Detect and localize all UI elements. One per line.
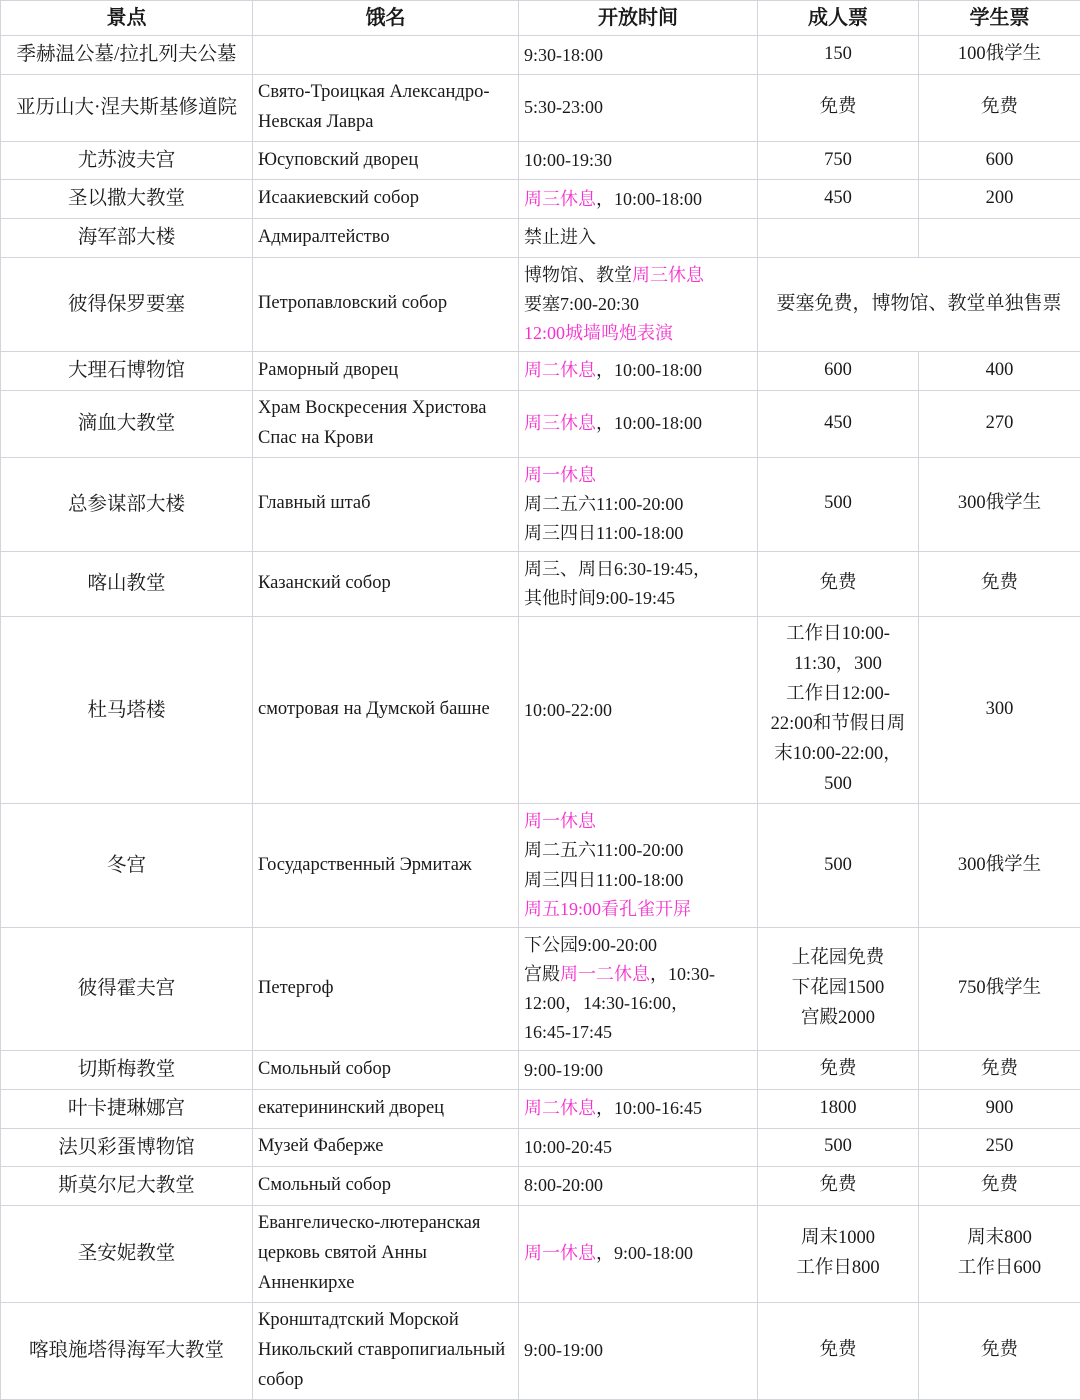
column-header-russian-name: 饿名 bbox=[253, 1, 519, 36]
table-row bbox=[1, 1302, 1080, 1399]
cell-student-ticket: 250 bbox=[919, 1128, 1080, 1167]
cell-attraction-name: 滴血大教堂 bbox=[1, 390, 253, 457]
cell-attraction-name: 彼得保罗要塞 bbox=[1, 257, 253, 351]
table-row bbox=[1, 1051, 1080, 1090]
cell-russian-name: смотровая на Думской башне bbox=[253, 617, 519, 804]
cell-russian-name: Музей Фаберже bbox=[253, 1128, 519, 1167]
cell-adult-ticket: 周末1000 工作日800 bbox=[758, 1205, 919, 1302]
cell-russian-name: Раморный дворец bbox=[253, 352, 519, 391]
cell-opening-hours: 周二休息，10:00-18:00 bbox=[519, 352, 758, 391]
cell-russian-name: Петергоф bbox=[253, 927, 519, 1051]
table-row bbox=[1, 617, 1080, 804]
cell-russian-name: Адмиралтейство bbox=[253, 219, 519, 258]
table-row bbox=[1, 180, 1080, 219]
table-body bbox=[1, 36, 1080, 1399]
cell-adult-ticket: 500 bbox=[758, 804, 919, 928]
cell-russian-name: Главный штаб bbox=[253, 457, 519, 551]
column-header-adult-ticket: 成人票 bbox=[758, 1, 919, 36]
table-header-row bbox=[1, 1, 1080, 36]
cell-opening-hours: 10:00-20:45 bbox=[519, 1128, 758, 1167]
cell-student-ticket: 300 bbox=[919, 617, 1080, 804]
cell-opening-hours: 9:30-18:00 bbox=[519, 36, 758, 75]
table-row bbox=[1, 804, 1080, 928]
cell-attraction-name: 亚历山大·涅夫斯基修道院 bbox=[1, 74, 253, 141]
cell-russian-name: Храм Воскресения Христова Спас на Крови bbox=[253, 390, 519, 457]
table-row bbox=[1, 1167, 1080, 1206]
cell-russian-name: Кронштадтский Морской Никольский ставропигиальный собор bbox=[253, 1302, 519, 1399]
cell-attraction-name: 彼得霍夫宫 bbox=[1, 927, 253, 1051]
cell-attraction-name: 海军部大楼 bbox=[1, 219, 253, 258]
cell-opening-hours: 10:00-22:00 bbox=[519, 617, 758, 804]
table-row bbox=[1, 1128, 1080, 1167]
table-row bbox=[1, 74, 1080, 141]
cell-opening-hours: 周一休息 周二五六11:00-20:00 周三四日11:00-18:00 周五19:00看孔雀开屏 bbox=[519, 804, 758, 928]
cell-student-ticket: 300俄学生 bbox=[919, 457, 1080, 551]
table-row bbox=[1, 257, 1080, 351]
column-header-hours: 开放时间 bbox=[519, 1, 758, 36]
table-row bbox=[1, 927, 1080, 1051]
cell-student-ticket: 200 bbox=[919, 180, 1080, 219]
cell-attraction-name: 季赫温公墓/拉扎列夫公墓 bbox=[1, 36, 253, 75]
column-header-name: 景点 bbox=[1, 1, 253, 36]
table-row bbox=[1, 36, 1080, 75]
cell-attraction-name: 圣安妮教堂 bbox=[1, 1205, 253, 1302]
cell-attraction-name: 尤苏波夫宫 bbox=[1, 141, 253, 180]
cell-adult-ticket: 免费 bbox=[758, 74, 919, 141]
cell-adult-ticket: 工作日10:00- 11:30，300 工作日12:00- 22:00和节假日周 末10:00-22:00， 500 bbox=[758, 617, 919, 804]
cell-student-ticket: 750俄学生 bbox=[919, 927, 1080, 1051]
cell-student-ticket: 免费 bbox=[919, 74, 1080, 141]
cell-russian-name: Юсуповский дворец bbox=[253, 141, 519, 180]
cell-attraction-name: 法贝彩蛋博物馆 bbox=[1, 1128, 253, 1167]
cell-adult-ticket: 免费 bbox=[758, 1302, 919, 1399]
cell-adult-ticket: 免费 bbox=[758, 1167, 919, 1206]
cell-adult-ticket: 上花园免费 下花园1500 宫殿2000 bbox=[758, 927, 919, 1051]
cell-adult-ticket bbox=[758, 219, 919, 258]
cell-russian-name: екатерининский дворец bbox=[253, 1090, 519, 1129]
table-row bbox=[1, 390, 1080, 457]
cell-opening-hours: 9:00-19:00 bbox=[519, 1051, 758, 1090]
table-row bbox=[1, 141, 1080, 180]
cell-russian-name bbox=[253, 36, 519, 75]
cell-student-ticket: 免费 bbox=[919, 552, 1080, 617]
cell-attraction-name: 喀琅施塔得海军大教堂 bbox=[1, 1302, 253, 1399]
cell-russian-name: Петропавловский собор bbox=[253, 257, 519, 351]
cell-adult-ticket: 免费 bbox=[758, 1051, 919, 1090]
cell-student-ticket: 免费 bbox=[919, 1302, 1080, 1399]
cell-attraction-name: 杜马塔楼 bbox=[1, 617, 253, 804]
cell-opening-hours: 周二休息，10:00-16:45 bbox=[519, 1090, 758, 1129]
cell-russian-name: Евангелическо-лютеранская церковь святой Анны Анненкирхе bbox=[253, 1205, 519, 1302]
cell-student-ticket: 270 bbox=[919, 390, 1080, 457]
cell-student-ticket: 400 bbox=[919, 352, 1080, 391]
cell-merged-ticket-note: 要塞免费，博物馆、教堂单独售票 bbox=[758, 257, 1080, 351]
cell-russian-name: Казанский собор bbox=[253, 552, 519, 617]
cell-russian-name: Смольный собор bbox=[253, 1167, 519, 1206]
cell-attraction-name: 圣以撒大教堂 bbox=[1, 180, 253, 219]
cell-opening-hours: 10:00-19:30 bbox=[519, 141, 758, 180]
cell-student-ticket: 600 bbox=[919, 141, 1080, 180]
cell-russian-name: Свято-Троицкая Александро-Невская Лавра bbox=[253, 74, 519, 141]
cell-opening-hours: 周三休息，10:00-18:00 bbox=[519, 390, 758, 457]
cell-student-ticket: 100俄学生 bbox=[919, 36, 1080, 75]
cell-adult-ticket: 450 bbox=[758, 390, 919, 457]
table-row bbox=[1, 1090, 1080, 1129]
cell-russian-name: Государственный Эрмитаж bbox=[253, 804, 519, 928]
cell-adult-ticket: 600 bbox=[758, 352, 919, 391]
cell-attraction-name: 切斯梅教堂 bbox=[1, 1051, 253, 1090]
cell-opening-hours: 周一休息，9:00-18:00 bbox=[519, 1205, 758, 1302]
cell-opening-hours: 8:00-20:00 bbox=[519, 1167, 758, 1206]
cell-attraction-name: 喀山教堂 bbox=[1, 552, 253, 617]
cell-student-ticket: 300俄学生 bbox=[919, 804, 1080, 928]
table-row bbox=[1, 552, 1080, 617]
table-row bbox=[1, 219, 1080, 258]
cell-attraction-name: 总参谋部大楼 bbox=[1, 457, 253, 551]
cell-adult-ticket: 1800 bbox=[758, 1090, 919, 1129]
cell-student-ticket: 免费 bbox=[919, 1167, 1080, 1206]
cell-adult-ticket: 750 bbox=[758, 141, 919, 180]
cell-opening-hours: 下公园9:00-20:00 宫殿周一二休息，10:30- 12:00，14:30-16:00， 16:45-17:45 bbox=[519, 927, 758, 1051]
cell-opening-hours: 9:00-19:00 bbox=[519, 1302, 758, 1399]
cell-adult-ticket: 500 bbox=[758, 1128, 919, 1167]
cell-student-ticket bbox=[919, 219, 1080, 258]
cell-student-ticket: 免费 bbox=[919, 1051, 1080, 1090]
cell-attraction-name: 冬宫 bbox=[1, 804, 253, 928]
table-row bbox=[1, 457, 1080, 551]
cell-adult-ticket: 450 bbox=[758, 180, 919, 219]
cell-student-ticket: 900 bbox=[919, 1090, 1080, 1129]
column-header-student-ticket: 学生票 bbox=[919, 1, 1080, 36]
cell-russian-name: Исаакиевский собор bbox=[253, 180, 519, 219]
cell-student-ticket: 周末800 工作日600 bbox=[919, 1205, 1080, 1302]
cell-attraction-name: 叶卡捷琳娜宫 bbox=[1, 1090, 253, 1129]
cell-adult-ticket: 免费 bbox=[758, 552, 919, 617]
cell-opening-hours: 禁止进入 bbox=[519, 219, 758, 258]
cell-adult-ticket: 150 bbox=[758, 36, 919, 75]
cell-opening-hours: 周三、周日6:30-19:45， 其他时间9:00-19:45 bbox=[519, 552, 758, 617]
cell-attraction-name: 斯莫尔尼大教堂 bbox=[1, 1167, 253, 1206]
cell-russian-name: Смольный собор bbox=[253, 1051, 519, 1090]
table-row bbox=[1, 352, 1080, 391]
cell-opening-hours: 周一休息 周二五六11:00-20:00 周三四日11:00-18:00 bbox=[519, 457, 758, 551]
cell-opening-hours: 周三休息，10:00-18:00 bbox=[519, 180, 758, 219]
cell-attraction-name: 大理石博物馆 bbox=[1, 352, 253, 391]
cell-adult-ticket: 500 bbox=[758, 457, 919, 551]
cell-opening-hours: 博物馆、教堂周三休息 要塞7:00-20:30 12:00城墙鸣炮表演 bbox=[519, 257, 758, 351]
cell-opening-hours: 5:30-23:00 bbox=[519, 74, 758, 141]
